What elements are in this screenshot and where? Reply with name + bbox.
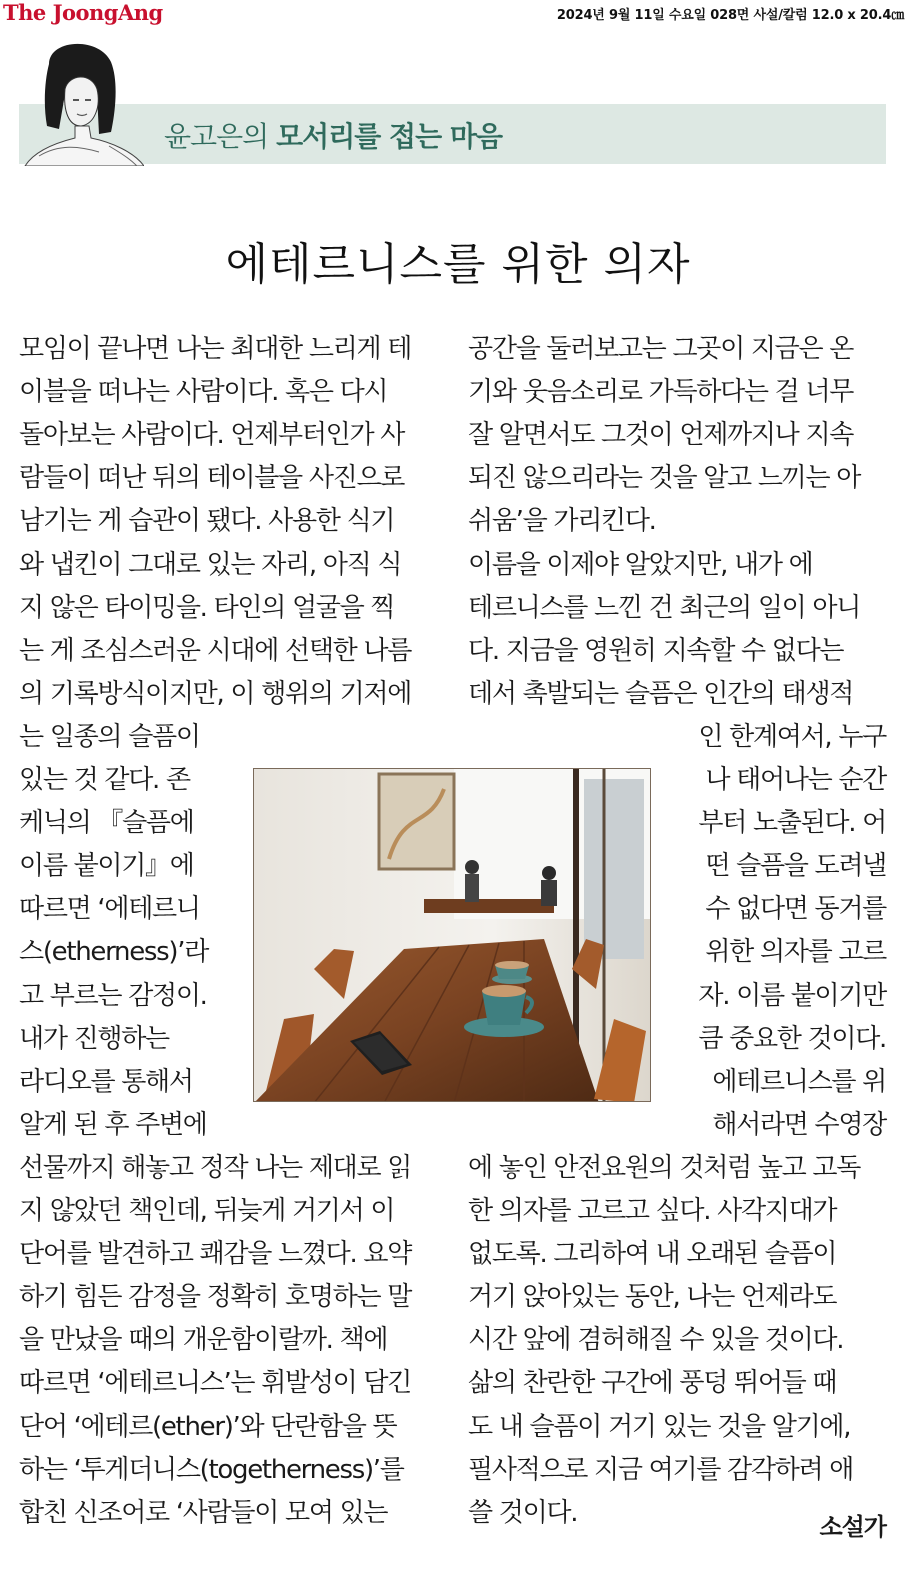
column-series-title <box>164 115 502 155</box>
body-line: 쓸 것이다. <box>468 1497 578 1528</box>
body-line: 이블을 떠나는 사람이다. 혹은 다시 <box>19 377 388 408</box>
body-line: 한 의자를 고르고 싶다. 사각지대가 <box>468 1196 837 1226</box>
body-line: 라디오를 통해서 <box>19 1066 193 1097</box>
body-line: 합친 신조어로 ‘사람들이 모여 있는 <box>19 1497 388 1528</box>
body-line: 모임이 끝나면 나는 최대한 느리게 테 <box>19 334 412 364</box>
body-line: 다. 지금을 영원히 지속할 수 없다는 <box>468 635 844 666</box>
body-line: 따르면 ‘에테르니 <box>19 894 200 925</box>
body-line: 스(etherness)’라 <box>19 937 209 968</box>
cafe-table-photo <box>253 768 651 1102</box>
body-line: 되진 않으리라는 것을 알고 느끼는 아 <box>468 463 861 494</box>
body-line: 큼 중요한 것이다. <box>698 1023 886 1054</box>
body-line: 인 한계여서, 누구 <box>698 721 886 752</box>
author-byline: 소설가 <box>819 1513 886 1541</box>
body-line: 지 않은 타이밍을. 타인의 얼굴을 찍 <box>19 592 395 623</box>
body-line: 테르니스를 느낀 건 최근의 일이 아니 <box>468 592 861 623</box>
body-line: 선물까지 해놓고 정작 나는 제대로 읽 <box>19 1152 412 1183</box>
body-line: 해서라면 수영장 <box>712 1109 886 1140</box>
body-line: 을 만났을 때의 개운함이랄까. 책에 <box>19 1325 388 1356</box>
body-line: 돌아보는 사람이다. 언제부터인가 사 <box>19 420 405 451</box>
masthead <box>0 0 916 34</box>
body-line: 는 게 조심스러운 시대에 선택한 나름 <box>19 635 412 666</box>
body-line: 도 내 슬픔이 거기 있는 것을 알기에, <box>468 1411 851 1442</box>
body-line: 람들이 떠난 뒤의 테이블을 사진으로 <box>19 463 405 494</box>
body-line: 삶의 찬란한 구간에 풍덩 뛰어들 때 <box>468 1368 837 1399</box>
body-line: 따르면 ‘에테르니스’는 휘발성이 담긴 <box>19 1368 412 1399</box>
author-prefix: 윤고은의 <box>164 120 269 153</box>
body-line: 에테르니스를 위 <box>712 1066 886 1097</box>
body-line: 나 태어나는 순간 <box>705 765 886 795</box>
body-line: 쉬움’을 가리킨다. <box>468 506 656 537</box>
body-line: 떤 슬픔을 도려낼 <box>705 851 886 882</box>
body-line: 이름 붙이기』에 <box>19 851 194 882</box>
body-line: 이름을 이제야 알았지만, 내가 에 <box>468 549 813 580</box>
body-line: 잘 알면서도 그것이 언제까지나 지속 <box>468 420 854 451</box>
body-line: 시간 앞에 겸허해질 수 있을 것이다. <box>468 1325 844 1356</box>
body-line: 수 없다면 동거를 <box>705 894 886 925</box>
body-line: 기와 웃음소리로 가득하다는 걸 너무 <box>468 377 854 408</box>
body-line: 지 않았던 책인데, 뒤늦게 거기서 이 <box>19 1196 395 1226</box>
body-line: 에 놓인 안전요원의 것처럼 높고 고독 <box>468 1152 861 1183</box>
body-line: 거기 앉아있는 동안, 나는 언제라도 <box>468 1282 837 1313</box>
author-portrait <box>19 34 144 166</box>
body-line: 데서 촉발되는 슬픔은 인간의 태생적 <box>468 678 854 709</box>
body-line: 와 냅킨이 그대로 있는 자리, 아직 식 <box>19 549 402 580</box>
body-line: 남기는 게 습관이 됐다. 사용한 식기 <box>19 506 395 537</box>
publication-info: 2024년 9월 11일 수요일 028면 사설/칼럼 12.0 x 20.4㎝ <box>556 8 904 23</box>
body-line: 단어를 발견하고 쾌감을 느꼈다. 요약 <box>19 1239 412 1270</box>
headline: 에테르니스를 위한 의자 <box>225 239 691 290</box>
series-name: 모서리를 접는 마음 <box>276 120 502 153</box>
body-line: 케닉의 『슬픔에 <box>19 808 194 839</box>
newspaper-logo: The JoongAng <box>3 0 163 25</box>
body-line: 단어 ‘에테르(ether)’와 단란함을 뜻 <box>19 1411 397 1442</box>
body-line: 알게 된 후 주변에 <box>19 1109 207 1140</box>
body-line: 고 부르는 감정이. <box>19 980 207 1011</box>
body-line: 는 일종의 슬픔이 <box>19 721 200 752</box>
body-line: 없도록. 그리하여 내 오래된 슬픔이 <box>468 1239 837 1270</box>
body-line: 필사적으로 지금 여기를 감각하려 애 <box>468 1454 854 1485</box>
body-line: 의 기록방식이지만, 이 행위의 기저에 <box>19 678 412 709</box>
body-line: 부터 노출된다. 어 <box>698 808 886 839</box>
body-line: 자. 이름 붙이기만 <box>698 980 886 1011</box>
body-line: 공간을 둘러보고는 그곳이 지금은 온 <box>468 334 854 364</box>
body-line: 하기 힘든 감정을 정확히 호명하는 말 <box>19 1282 412 1313</box>
body-line: 하는 ‘투게더니스(togetherness)’를 <box>19 1454 404 1485</box>
body-line: 위한 의자를 고르 <box>705 937 886 968</box>
body-line: 있는 것 같다. 존 <box>19 765 190 795</box>
body-line: 내가 진행하는 <box>19 1023 169 1054</box>
